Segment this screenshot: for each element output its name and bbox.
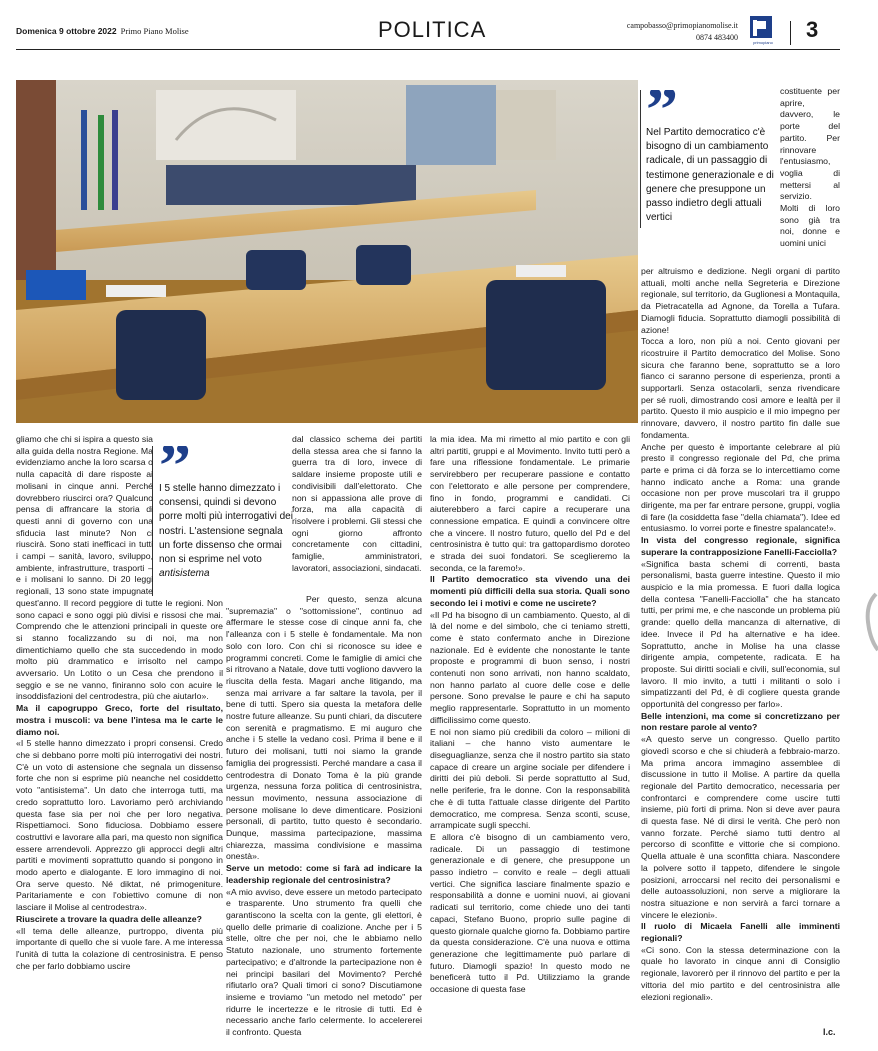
pull-quote-right xyxy=(640,90,778,228)
interview-question: Serve un metodo: come si farà ad indicare la leadership regionale del centrosinistra? xyxy=(226,863,422,885)
paragraph: Tocca a loro, non più a noi. Cento giovani per ricostruire il Partito democratico del Molise. Sono sicura che faranno bene, soprattutto se a loro fianco ci saranno persone di esperienza, pronti a supportarli. Senza ostacolarli, senza rivendicare per sé ruoli, dimostrando così amore e lealtà per il partito. Questo il mio auspicio e il mio impegno per rinnovare, davvero, il nostro partito fin dalle sue fondamenta. xyxy=(641,336,840,440)
author-signature: l.c. xyxy=(823,1027,836,1037)
newspaper-logo-icon xyxy=(748,14,778,46)
newspaper-name: Primo Piano Molise xyxy=(120,26,189,36)
section-title: POLITICA xyxy=(378,17,487,42)
paragraph: Molti di loro sono già tra noi, donne e uomini unici xyxy=(780,203,840,249)
council-chamber-photo xyxy=(16,80,638,423)
interview-question: Il Partito democratico sta vivendo una dei momenti più difficili della sua storia. Quali sono secondo lei i motivi e come ne uscirete? xyxy=(430,574,630,608)
paragraph: «Significa basta schemi di correnti, basta personalismi, basta guerre intestine. Questo il mio auspicio e la mia promessa. E fuori dalla logica della contesa "Fanelli-Facciolla" che ha stancato tutti, per primi me, e che nasconde un problema più grande: quello della mancanza di alternative, di idee. Invece il Pd ha alternative e ha idee. Soprattutto, anche in Molise ha una classe dirigente ampia, competente, radicata. E ha proposte. Sui diritti sociali e civili, sull'economia, sul lavoro. Il mio invito, a tutti i militanti o solo i simpatizzanti del Pd, è di cogliere questa grande opportunità del congresso per farlo». xyxy=(641,558,840,710)
article-column-3 xyxy=(430,434,630,1044)
article-column-4 xyxy=(641,266,840,1021)
article-column-1 xyxy=(16,434,223,1044)
paragraph: costituente per aprire, davvero, le porte del partito. Per rinnovare l'entusiasmo, voglia di mettersi al servizio. xyxy=(780,86,840,202)
article-column-4-top xyxy=(780,86,840,266)
header-separator xyxy=(790,21,791,45)
paragraph: E noi non siamo più credibili da coloro – milioni di italiani – che hanno visto aumentare le diseguaglianze, senza che il nostro partito sia stato capace di creare un argine sociale per difendere i diritti dei più deboli. Si perde soprattutto al Sud, nelle periferie, fra le donne. Con la responsabilità che è di tutta l'attuale classe dirigente del Partito democratico, me compresa. Senza sconti, scuse, arrampicate sugli specchi. xyxy=(430,726,630,831)
article-column-2 xyxy=(226,594,422,1044)
article-column-2-top xyxy=(292,434,422,594)
paragraph: «A mio avviso, deve essere un metodo partecipato e trasparente. Uno strumento fra quelli che garantiscono la scelta con la gente, gli elettori, è quello delle primarie di coalizione. Anche per i 5 stelle, oltre che per noi, che le abbiamo nello Statuto nazionale, uno strumento fortemente partecipativo; e d'altronde la partecipazione non è nei principi basilari del Movimento? Perché rifiutarlo ora? Quali timori ci sono? Discutiamone insieme e troviamo "un metodo nel metodo" per ridurre le incertezze e le ritrosie di tutti. Ed è necessario anche farlo celermente. Io accelererei il confronto. Questa xyxy=(226,886,422,1038)
paragraph: dal classico schema dei partiti della stessa area che si fanno la guerra tra di loro, invece di saldare insieme proposte utili e condivisibili dall'elettorato. Che non si appassiona alle prove di forza, ma alla capacità di risolvere i problemi. Gli stessi che ogni giorno affronto concretamente con cittadini, famiglie, amministratori, lavoratori, associazioni, sindacati. xyxy=(292,434,422,573)
interview-question: Belle intenzioni, ma come si concretizzano per non restare parole al vento? xyxy=(641,710,840,733)
page-number: 3 xyxy=(806,17,819,42)
contact-email[interactable]: campobasso@primopianomolise.it xyxy=(626,21,738,30)
paragraph: Per questo, senza alcuna "supremazia" o "sottomissione", continuo ad affermare le stesse cose di cinque anni fa, che l'alleanza con i 5 stelle è fondamentale. Ma non solo con loro. Con chi si riconosce su idee e programmi concreti. Come le famiglie di amici che si ritrovano a Natale, dove tutti vogliono davvero la riuscita della festa. Magari anche litigando, ma senza mai arrivare a far saltare la tavola, per il bene di tutti. Spero sia questa la metafora delle nostre future alleanze. Su punti chiari, da discutere con serenità e pragmatismo. E mi auguro che anche i 5 stelle la vedano così. Prima il bene e il futuro dei molisani, tutti noi siamo la grande famiglia dei progressisti. Perché mandare a casa il centrodestra di Donato Toma è la più grande urgenza, nessuna forza politica di centrosinistra, nessun movimento, nessuna associazione di persone molisane lo deve dimenticare. Posizioni personali, di partito, tutto questo è secondario. Dunque, massima partecipazione, massima chiarezza, massima condivisione e massima onestà». xyxy=(226,594,422,862)
paragraph: «A questo serve un congresso. Quello partito giovedì scorso e che si chiuderà a febbraio-marzo. Ma prima ancora immagino assemblee di discussione in tutto il Molise. A partire da quella regionale del Partito democratico, necessaria per confrontarci e comprendere come uscire tutti insieme, più forti di prima. Non si deve aver paura di questa fase. Né di dirsi le verità. Che però non vanno forzate. Perché siamo tutti dentro al percorso di sconfitte e vittorie che si compiono. Quella attuale è una sconfitta chiara. Nascondere la polvere sotto il tappeto, difendere le singole posizioni, arroccarsi nel recito dei personalismi e delle autoassoluzioni, non serve a migliorare la nostra situazione e non servirà a farci tornare a vincere le elezioni». xyxy=(641,734,840,920)
issue-date: Domenica 9 ottobre 2022 Primo Piano Molise xyxy=(16,26,189,36)
interview-question: Riuscirete a trovare la quadra delle alleanze? xyxy=(16,913,202,924)
pull-quote-left-text: I 5 stelle hanno dimezzato i consensi, quindi si devono porre molti più interrogativi dei nostri. L'astensione segnala un forte dissenso che ormai non si esprime nel voto xyxy=(159,483,293,566)
contact-phone: 0874 483400 xyxy=(696,33,738,42)
quote-marks-icon: ” xyxy=(646,90,674,145)
paragraph: gliamo che chi si ispira a questo sia alla guida della nostra Regione. Ma evidenziamo anche la loro scarsa o nulla capacità di dare risposte ai molisani in cinque anni. Perché dovrebbero riuscirci ora? Qualcuno pensa di affrancare la storia di questi anni di governo con una sfiducia last minute? Non ci riuscirà. Sono stati inefficaci in tutti i campi – sanità, lavoro, sviluppo, ambiente, infrastrutture, trasporti – e i molisani lo sanno. Di 20 leggi regionali, 13 sono state impugnate quest'anno. Il record peggiore di tutte le regioni. Non sono capaci e sono oggi più divisi e rissosi che mai. Comprendo che le attenzioni principali in queste ore si stanno focalizzando su di noi, ma non dimentichiamo quello che sta succedendo in modo molto più drammatico e irrisolto nel campo avversario. Un Lotito o un Cesa che prendono il seggio e se ne vanno, finiranno solo con acuire le insoddisfazioni del centrodestra, più che aiutarlo». xyxy=(16,434,223,702)
interview-question: In vista del congresso regionale, significa superare la contrapposizione Fanelli-Facciolla? xyxy=(641,535,840,557)
paragraph: «I 5 stelle hanno dimezzato i propri consensi. Credo che si debbano porre molti più interrogativi dei nostri. C'è un voto di astensione che segnala un dissenso forte che non si esprime più neanche nel cosiddetto voto "antisistema". Un dato che interroga tutti, ma credo soprattutto loro. Lavoriamo però archiviando questa fase sia per noi che per loro negativa. Rispettiamoci. Sono fiduciosa. Dobbiamo essere costruttivi e lavorare alla pari, ma questo non significa essere arrendevoli. Apprezzo gli approcci degli altri partiti e movimenti soprattutto quando si pongono in modo aperto e dialogante. E loro immagino di noi. Ora serve questo. Né diktat, né primogeniture. Paritariamente e con l'obiettivo comune di non lasciare il Molise al centrodestra». xyxy=(16,738,223,913)
binder-clip-icon xyxy=(864,592,878,652)
quote-marks-icon: ” xyxy=(159,446,187,501)
contact-info xyxy=(618,20,738,44)
paragraph: «Ci sono. Con la stessa determinazione con la quale ho lavorato in cinque anni di Consiglio regionale, lavorerò per il rinnovo del partito e per la vittoria del mio partito e del centrosinistra alle elezioni regionali». xyxy=(641,944,840,1002)
paragraph: E allora c'è bisogno di un cambiamento vero, radicale. Di un passaggio di testimone generazionale e di genere, che presuppone un passo indietro – convito e reale – degli attuali vertici. Che significa lasciare finalmente spazio e responsabilità a donne e uomini nuovi, ai giovani radicati sul territorio, come chiede uno dei tanti capaci, Stefano Buono, proprio sulle pagine di questo giornale qualche giorno fa. Dobbiamo partire da questa considerazione. C'è una nuova e ottima generazione che legittimamente può parlare di futuro. Diamogli spazio! In questo modo ne beneficerà tutto il Pd. Utilizziamo la grande occasione di questa fase xyxy=(430,831,630,995)
interview-question: Il ruolo di Micaela Fanelli alle imminenti regionali? xyxy=(641,921,840,944)
pull-quote-right-text: Nel Partito democratico c'è bisogno di un cambiamento radicale, di un passaggio di testimone generazionale e di genere che presuppone un passo indietro degli attuali vertici xyxy=(646,127,774,224)
paragraph: Anche per questo è importante celebrare al più presto il congresso regionale del Pd, che prima parte e prima ci dà forza se lo intercettiamo come hanno indicato anche a Roma: una grande occasione non per prove muscolari tra il gruppo dirigente, ma per far entrare persone, gruppi, voglia di fare (la cosiddetta fase "della chiamata"). Idee ed entusiasmo. Io vorrei porte e finestre spalancate!». xyxy=(641,441,840,534)
paragraph: «Il Pd ha bisogno di un cambiamento. Questo, al di là del nome e del simbolo, che ci teniamo stretti, come è stato confermato anche in Direzione nazionale. Ed è evidente che nonostante le tante proposte e programmi di buon senso, i nostri contenuti non sono arrivati, non hanno scaldato, non hanno parlato al cuore delle cose e delle persone. Sono prevalse le paure e chi ha saputo meglio rappresentarle. Soprattutto in un momento difficilissimo come questo. xyxy=(430,609,630,725)
header-rule xyxy=(16,49,840,50)
paragraph: «Il tema delle alleanze, purtroppo, diventa più importante di quello che si vuole fare. A me interessa l'unità di tutta la colazione di centrosinistra. E penso che per farlo dobbiamo uscire xyxy=(16,925,223,971)
pull-quote-left-emphasis: antisistema xyxy=(159,568,210,580)
paragraph: per altruismo e dedizione. Negli organi di partito attuali, molti anche nella Segreteria e Direzione regionale, sul territorio, da Guglionesi a Montaquila, da Pietracatella ad Agnone, da Torella a Tufara. Diamogli fiducia. Soprattutto diamogli possibilità di azione! xyxy=(641,266,840,335)
paragraph: la mia idea. Ma mi rimetto al mio partito e con gli altri partiti, gruppi e al Movimento. Invito tutti però a fare una riflessione fondamentale. Le primarie servirebbero per recuperare passione e contatto con l'elettorato e alle persone per comprendere, fino in fondo, programmi e candidati. Ci aiuterebbero a farci capire a recuperare una connessione empatica. E quindi a convincere oltre che a vincere. Il nostro futuro, quello del Pd e del centrosinistra è tutto qui: tra gattopardismo doroteo e strada dei suoi fondatori. Se sceglieremo la seconda, ce la faremo!». xyxy=(430,434,630,573)
logo-caption: primopiano xyxy=(753,40,773,45)
interview-question: Ma il capogruppo Greco, forte del risultato, mostra i muscoli: va bene l'intesa ma le carte le diamo noi. xyxy=(16,703,223,737)
